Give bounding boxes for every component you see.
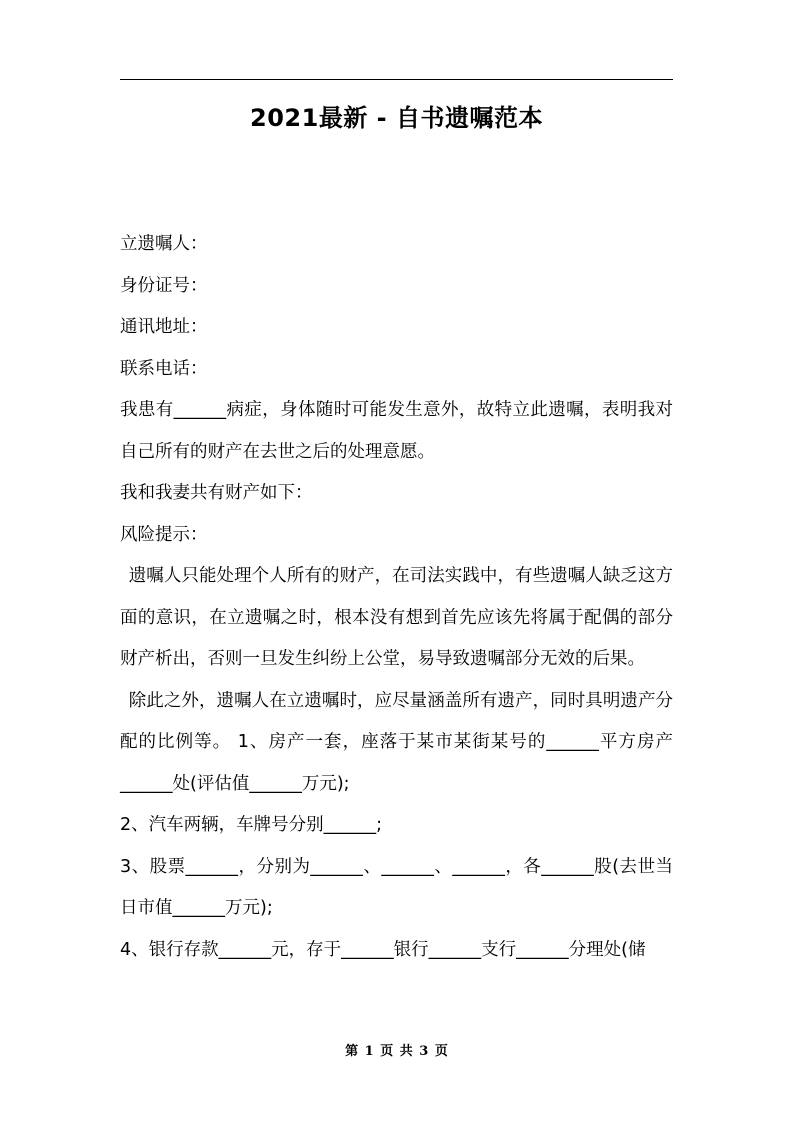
joint-property-heading: 我和我妻共有财产如下： <box>120 483 313 503</box>
address-line: 通讯地址： <box>120 317 208 337</box>
document-body <box>120 224 673 971</box>
id-number-line: 身份证号： <box>120 275 208 296</box>
property-item-stocks: 3、股票______，分别为______、______、______，各______股(去世当日市值______万元); <box>120 856 673 918</box>
property-item-vehicles: 2、汽车两辆，车牌号分别______; <box>120 815 383 835</box>
testator-name-line: 立遗嘱人： <box>120 234 208 254</box>
risk-notice-heading: 风险提示： <box>120 524 208 545</box>
risk-notice-paragraph-2: 除此之外，遗嘱人在立遗嘱时，应尽量涵盖所有遗产，同时具明遗产分配的比例等。 1、房产一套，座落于某市某街某号的______平方房产______处(评估值______万元); <box>120 690 673 794</box>
illness-statement: 我患有______病症，身体随时可能发生意外，故特立此遗嘱，表明我对自己所有的财产在去世之后的处理意愿。 <box>120 400 673 462</box>
header-rule <box>120 79 673 80</box>
document-title: 2021最新 - 自书遗嘱范本 <box>250 104 543 132</box>
phone-line: 联系电话： <box>120 358 208 379</box>
risk-notice-paragraph-1: 遗嘱人只能处理个人所有的财产，在司法实践中，有些遗嘱人缺乏这方面的意识，在立遗嘱之时，根本没有想到首先应该先将属于配偶的部分财产析出，否则一旦发生纠纷上公堂，易导致遗嘱部分无效的后果。 <box>120 566 673 669</box>
page-number: 第 1 页 共 3 页 <box>345 1044 448 1059</box>
property-item-deposits: 4、银行存款______元，存于______银行______支行______分理处(储 <box>120 939 646 960</box>
